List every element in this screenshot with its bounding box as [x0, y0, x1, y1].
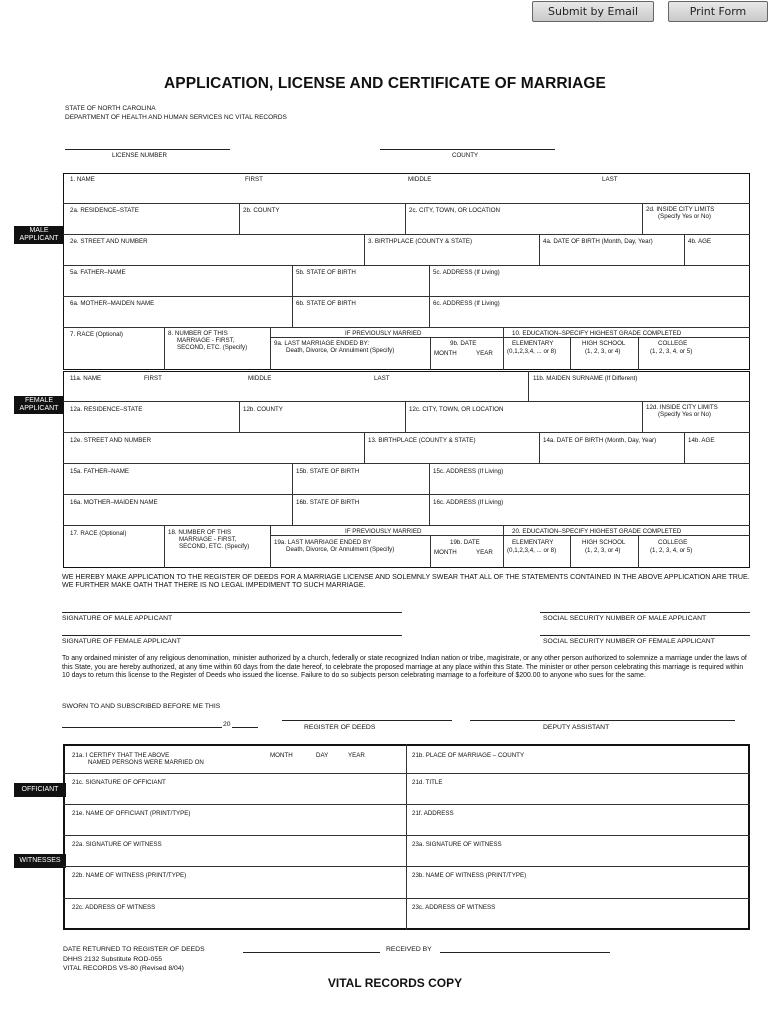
- deputy-line: [470, 720, 735, 721]
- male-date-label: 9b. DATE: [450, 340, 477, 347]
- witness1-signature-label: 22a. SIGNATURE OF WITNESS: [72, 841, 162, 848]
- male-elementary-label: ELEMENTARY: [512, 340, 554, 347]
- male-applicant-tab: MALE APPLICANT: [14, 226, 64, 244]
- col-divider: [503, 525, 504, 568]
- state-header: STATE OF NORTH CAROLINA: [65, 105, 156, 112]
- witness2-name-label: 23b. NAME OF WITNESS (PRINT/TYPE): [412, 872, 527, 879]
- female-race-label: 17. RACE (Optional): [70, 530, 127, 537]
- female-ssn-label: SOCIAL SECURITY NUMBER OF FEMALE APPLICANT: [543, 638, 715, 645]
- form-number-1: DHHS 2132 Substitute ROD-055: [63, 956, 162, 963]
- male-race-label: 7. RACE (Optional): [70, 331, 123, 338]
- female-mother-address-label: 16c. ADDRESS (If Living): [433, 499, 504, 506]
- male-father-state-label: 5b. STATE OF BIRTH: [296, 269, 356, 276]
- female-name-label: 11a. NAME: [70, 375, 102, 382]
- marriage-day-label: DAY: [316, 752, 329, 759]
- sworn-year-label: 20: [223, 721, 231, 728]
- male-last-label: LAST: [602, 176, 618, 183]
- female-elementary-sub: (0,1,2,3,4, ... or 8): [507, 547, 557, 554]
- male-signature-line: [62, 612, 402, 613]
- marriage-year-label: YEAR: [348, 752, 365, 759]
- female-elementary-label: ELEMENTARY: [512, 539, 554, 546]
- col-divider: [270, 327, 271, 370]
- female-signature-label: SIGNATURE OF FEMALE APPLICANT: [62, 638, 181, 645]
- officiant-signature-label: 21c. SIGNATURE OF OFFICIANT: [72, 779, 166, 786]
- sworn-label: SWORN TO AND SUBSCRIBED BEFORE ME THIS: [62, 703, 221, 710]
- female-mother-state-label: 16b. STATE OF BIRTH: [296, 499, 360, 506]
- male-high-school-sub: (1, 2, 3, or 4): [585, 348, 621, 355]
- male-father-address-label: 5c. ADDRESS (If Living): [433, 269, 500, 276]
- witness1-address-label: 22c. ADDRESS OF WITNESS: [72, 904, 156, 911]
- certify-label: 21a. I CERTIFY THAT THE ABOVE NAMED PERSONS WERE MARRIED ON: [72, 752, 204, 766]
- row-divider: [63, 432, 750, 433]
- male-prev-married-label: IF PREVIOUSLY MARRIED: [345, 330, 422, 337]
- sub-divider: [503, 535, 750, 536]
- officiant-address-label: 21f. ADDRESS: [412, 810, 454, 817]
- officiant-name-label: 21e. NAME OF OFFICIANT (PRINT/TYPE): [72, 810, 191, 817]
- male-mother-state-label: 6b. STATE OF BIRTH: [296, 300, 356, 307]
- col-divider: [164, 525, 165, 568]
- row-divider: [63, 525, 750, 526]
- female-high-school-label: HIGH SCHOOL: [582, 539, 626, 546]
- male-education-label: 10. EDUCATION–SPECIFY HIGHEST GRADE COMPLETED: [512, 330, 682, 337]
- female-birthplace-label: 13. BIRTHPLACE (COUNTY & STATE): [368, 437, 476, 444]
- female-father-name-label: 15a. FATHER–NAME: [70, 468, 130, 475]
- row-divider: [63, 494, 750, 495]
- col-divider: [528, 371, 529, 401]
- male-dob-label: 4a. DATE OF BIRTH (Month, Day, Year): [543, 238, 653, 245]
- female-father-state-label: 15b. STATE OF BIRTH: [296, 468, 360, 475]
- witness1-name-label: 22b. NAME OF WITNESS (PRINT/TYPE): [72, 872, 187, 879]
- place-of-marriage-label: 21b. PLACE OF MARRIAGE – COUNTY: [412, 752, 525, 759]
- male-month-label: MONTH: [434, 350, 457, 357]
- male-marriage-num-label: 8. NUMBER OF THIS MARRIAGE - FIRST, SECOND, ETC. (Specify): [168, 330, 248, 351]
- submit-by-email-button[interactable]: Submit by Email: [532, 1, 654, 22]
- marriage-month-label: MONTH: [270, 752, 293, 759]
- col-divider: [429, 265, 430, 327]
- deputy-assistant-label: DEPUTY ASSISTANT: [543, 724, 610, 731]
- license-authorization-text: To any ordained minister of any religious denomination, minister authorized by a church, federally or state recognized Indian nation or tribe, magistrate, or any other person authorized to solemnize a marriage under the laws of this State, you are hereby authorized, at any time within 60 days from the date hereof, to celebrate the proposed marriage at any place within this State. The minister or other person celebrating this marriage is required within 10 days to return this license to the Register of Deeds who issued the license. Failure to do so subjects person celebrating marriage to a forfeiture of $200.00 to anyone who sues for the same.: [62, 655, 747, 680]
- row-divider: [63, 265, 750, 266]
- sub-divider: [503, 337, 750, 338]
- oath-text: WE HEREBY MAKE APPLICATION TO THE REGISTER OF DEEDS FOR A MARRIAGE LICENSE AND SOLEMNLY SWEAR THAT ALL OF THE STATEMENTS CONTAINED IN THE ABOVE APPLICATION ARE TRUE. WE FURTHER MAKE OATH THAT THERE IS NO LEGAL IMPEDIMENT TO SUCH MARRIAGE.: [62, 573, 750, 590]
- col-divider: [292, 463, 293, 525]
- received-by-line: [440, 952, 610, 953]
- officiant-tab: OFFICIANT: [14, 783, 66, 797]
- register-of-deeds-label: REGISTER OF DEEDS: [304, 724, 376, 731]
- col-divider: [364, 432, 365, 463]
- row-divider: [63, 898, 750, 899]
- witness2-signature-label: 23a. SIGNATURE OF WITNESS: [412, 841, 502, 848]
- female-age-label: 14b. AGE: [688, 437, 715, 444]
- sub-divider: [270, 337, 503, 338]
- col-divider: [292, 265, 293, 327]
- license-number-input[interactable]: [65, 139, 230, 149]
- row-divider: [63, 866, 750, 867]
- female-street-label: 12e. STREET AND NUMBER: [70, 437, 152, 444]
- row-divider: [63, 401, 750, 402]
- female-marriage-num-label: 18. NUMBER OF THIS MARRIAGE - FIRST, SECOND, ETC. (Specify): [168, 529, 250, 550]
- date-returned-label: DATE RETURNED TO REGISTER OF DEEDS: [63, 946, 205, 953]
- male-last-ended-label: 9a. LAST MARRIAGE ENDED BY: Death, Divorce, Or Annulment (Specify): [274, 340, 395, 354]
- county-label: COUNTY: [452, 152, 479, 159]
- col-divider: [364, 234, 365, 265]
- male-mother-address-label: 6c. ADDRESS (If Living): [433, 300, 500, 307]
- col-divider: [503, 327, 504, 370]
- male-residence-state-label: 2a. RESIDENCE–STATE: [70, 207, 139, 214]
- female-last-ended-label: 19a. LAST MARRIAGE ENDED BY Death, Divorce, Or Annulment (Specify): [274, 539, 395, 553]
- col-divider: [642, 401, 643, 432]
- col-divider: [638, 535, 639, 568]
- department-header: DEPARTMENT OF HEALTH AND HUMAN SERVICES NC VITAL RECORDS: [65, 114, 287, 121]
- col-divider: [430, 535, 431, 568]
- col-divider: [430, 337, 431, 370]
- male-birthplace-label: 3. BIRTHPLACE (COUNTY & STATE): [368, 238, 473, 245]
- row-divider: [63, 234, 750, 235]
- female-month-label: MONTH: [434, 549, 457, 556]
- col-divider: [405, 401, 406, 432]
- sub-divider: [270, 535, 503, 536]
- male-father-name-label: 5a. FATHER–NAME: [70, 269, 126, 276]
- vital-records-copy-label: VITAL RECORDS COPY: [327, 976, 463, 990]
- date-returned-line: [243, 952, 380, 953]
- row-divider: [63, 773, 750, 774]
- register-line: [282, 720, 452, 721]
- male-middle-label: MIDDLE: [408, 176, 432, 183]
- female-dob-label: 14a. DATE OF BIRTH (Month, Day, Year): [543, 437, 657, 444]
- female-college-label: COLLEGE: [658, 539, 688, 546]
- col-divider: [638, 337, 639, 370]
- row-divider: [63, 835, 750, 836]
- col-divider: [570, 535, 571, 568]
- col-divider: [270, 525, 271, 568]
- female-high-school-sub: (1, 2, 3, or 4): [585, 547, 621, 554]
- male-ssn-label: SOCIAL SECURITY NUMBER OF MALE APPLICANT: [543, 615, 707, 622]
- female-mother-name-label: 16a. MOTHER–MAIDEN NAME: [70, 499, 158, 506]
- col-divider: [570, 337, 571, 370]
- female-father-address-label: 15c. ADDRESS (If Living): [433, 468, 504, 475]
- sworn-date-line: [62, 727, 222, 728]
- male-year-label: YEAR: [476, 350, 493, 357]
- male-mother-name-label: 6a. MOTHER–MAIDEN NAME: [70, 300, 155, 307]
- male-name-input[interactable]: [70, 186, 740, 200]
- row-divider: [63, 203, 750, 204]
- female-inside-city-label: 12d. INSIDE CITY LIMITS: [646, 404, 718, 411]
- received-by-label: RECEIVED BY: [386, 946, 432, 953]
- row-divider: [63, 804, 750, 805]
- col-divider: [642, 203, 643, 234]
- county-input[interactable]: [380, 139, 555, 149]
- male-college-sub: (1, 2, 3, 4, or 5): [650, 348, 693, 355]
- col-divider: [684, 234, 685, 265]
- male-ssn-line: [540, 612, 750, 613]
- male-name-label: 1. NAME: [70, 176, 95, 183]
- female-year-label: YEAR: [476, 549, 493, 556]
- form-number-2: VITAL RECORDS VS-80 (Revised 8/04): [63, 965, 184, 972]
- male-age-label: 4b. AGE: [688, 238, 712, 245]
- female-inside-city-sub: (Specify Yes or No): [658, 411, 711, 418]
- female-city-label: 12c. CITY, TOWN, OR LOCATION: [409, 406, 504, 413]
- male-signature-label: SIGNATURE OF MALE APPLICANT: [62, 615, 173, 622]
- form-title: APPLICATION, LICENSE AND CERTIFICATE OF MARRIAGE: [164, 75, 606, 92]
- female-education-label: 20. EDUCATION–SPECIFY HIGHEST GRADE COMPLETED: [512, 528, 682, 535]
- col-divider: [164, 327, 165, 370]
- col-divider: [406, 744, 407, 930]
- female-name-input[interactable]: [70, 385, 525, 399]
- male-high-school-label: HIGH SCHOOL: [582, 340, 626, 347]
- female-first-label: FIRST: [144, 375, 162, 382]
- female-last-label: LAST: [374, 375, 390, 382]
- col-divider: [539, 234, 540, 265]
- female-residence-state-label: 12a. RESIDENCE–STATE: [70, 406, 143, 413]
- sworn-year-line: [232, 727, 258, 728]
- print-form-button[interactable]: Print Form: [668, 1, 768, 22]
- col-divider: [239, 203, 240, 234]
- witnesses-tab: WITNESSES: [14, 854, 66, 868]
- col-divider: [539, 432, 540, 463]
- col-divider: [239, 401, 240, 432]
- female-college-sub: (1, 2, 3, 4, or 5): [650, 547, 693, 554]
- col-divider: [405, 203, 406, 234]
- license-number-label: LICENSE NUMBER: [112, 152, 168, 159]
- col-divider: [429, 463, 430, 525]
- female-signature-line: [62, 635, 402, 636]
- male-first-label: FIRST: [245, 176, 263, 183]
- male-inside-city-label: 2d. INSIDE CITY LIMITS: [646, 206, 715, 213]
- female-applicant-tab: FEMALE APPLICANT: [14, 396, 64, 414]
- col-divider: [684, 432, 685, 463]
- witness2-address-label: 23c. ADDRESS OF WITNESS: [412, 904, 496, 911]
- license-number-line: [65, 149, 230, 150]
- row-divider: [63, 463, 750, 464]
- male-city-label: 2c. CITY, TOWN, OR LOCATION: [409, 207, 500, 214]
- female-ssn-line: [540, 635, 750, 636]
- row-divider: [63, 327, 750, 328]
- male-college-label: COLLEGE: [658, 340, 688, 347]
- male-street-label: 2e. STREET AND NUMBER: [70, 238, 148, 245]
- female-county-label: 12b. COUNTY: [243, 406, 283, 413]
- female-prev-married-label: IF PREVIOUSLY MARRIED: [345, 528, 422, 535]
- male-county-label: 2b. COUNTY: [243, 207, 280, 214]
- officiant-title-label: 21d. TITLE: [412, 779, 443, 786]
- female-maiden-label: 11b. MAIDEN SURNAME (If Different): [533, 375, 638, 382]
- male-inside-city-sub: (Specify Yes or No): [658, 213, 711, 220]
- female-date-label: 19b. DATE: [450, 539, 480, 546]
- female-middle-label: MIDDLE: [248, 375, 272, 382]
- male-elementary-sub: (0,1,2,3,4, ... or 8): [507, 348, 557, 355]
- county-line: [380, 149, 555, 150]
- row-divider: [63, 296, 750, 297]
